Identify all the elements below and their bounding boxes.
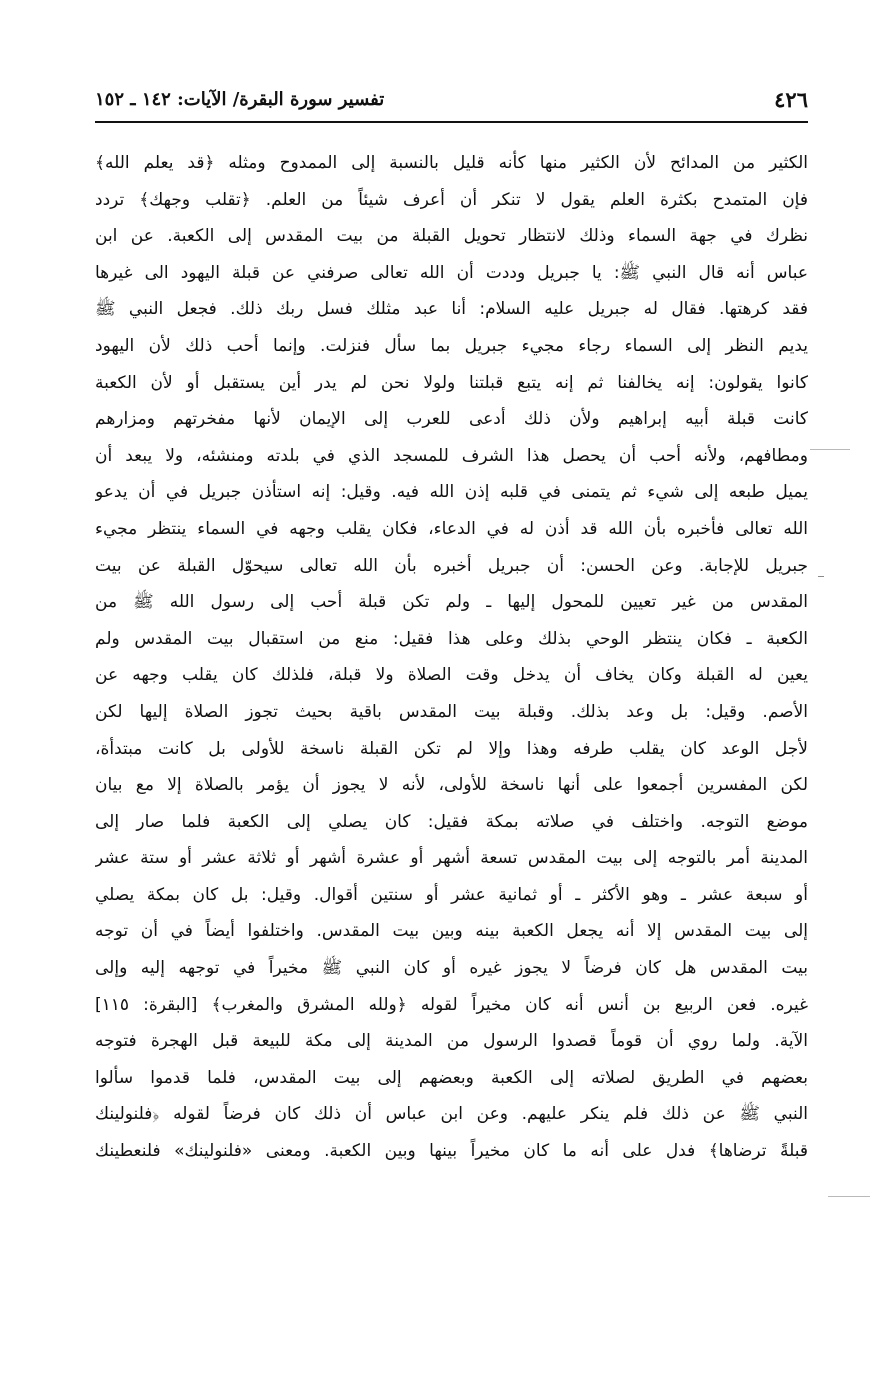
text-line: أو سبعة عشر ـ وهو الأكثر ـ أو ثمانية عشر أو سنتين أقوال. وقيل: بل كان بمكة يصلي <box>95 884 808 905</box>
text-line: كانوا يقولون: إنه يخالفنا ثم إنه يتبع قبلتنا ولولا نحن لم يدر أين يستقبل أو لأن الكعبة <box>95 372 808 393</box>
text-line: قبلةً ترضاها﴾ فدل على أنه ما كان مخيراً بينها وبين الكعبة. ومعنى «فلنولينك» فلنعطينك <box>95 1141 808 1162</box>
text-line: المدينة أمر بالتوجه إلى بيت المقدس تسعة أشهر أو عشرة أشهر أو ثلاثة عشر أو ستة عشر <box>95 848 808 869</box>
text-line: يعين له القبلة وكان يخاف أن يدخل وقت الصلاة ولا قبلة، فلذلك كان يقلب وجهه عن <box>95 665 808 686</box>
text-line: كانت قبلة أبيه إبراهيم ولأن ذلك أدعى للعرب إلى الإيمان لأنها مفخرتهم ومزارهم <box>95 409 808 430</box>
header-rule <box>95 121 808 123</box>
running-title: تفسير سورة البقرة/ الآيات: ١٤٢ ـ ١٥٢ <box>95 89 385 110</box>
page-number: ٤٢٦ <box>774 87 808 112</box>
margin-mark <box>828 1196 870 1197</box>
text-line: الكثير من المدائح لأن الكثير منها كأنه قليل بالنسبة إلى الممدوح ومثله ﴿قد يعلم الله﴾ <box>95 153 808 173</box>
text-line: النبي ﷺ عن ذلك فلم ينكر عليهم. وعن ابن عباس أن ذلك كان فرضاً لقوله ﴿فلنولينك <box>95 1104 808 1125</box>
text-line: موضع التوجه. واختلف في صلاته بمكة فقيل: كان يصلي إلى الكعبة فلما صار إلى <box>95 811 808 832</box>
text-line: فإن المتمدح بكثرة العلم يقول لا تنكر أن أعرف شيئاً من العلم. ﴿تقلب وجهك﴾ تردد <box>95 189 808 210</box>
text-line: بعضهم في الطريق لصلاته إلى الكعبة وبعضهم إلى بيت المقدس، فلما قدموا سألوا <box>95 1067 808 1088</box>
text-line: الآية. ولما روي أن قوماً قصدوا الرسول من المدينة إلى مكة للبيعة قبل الهجرة فتوجه <box>95 1031 808 1052</box>
text-line: المقدس من غير تعيين للمحول إليها ـ ولم تكن قبلة أحب إلى رسول الله ﷺ من <box>95 592 808 613</box>
text-line: الكعبة ـ فكان ينتظر الوحي بذلك وعلى هذا فقيل: منع من استقبال بيت المقدس ولم <box>95 628 808 649</box>
text-line: جبريل للإجابة. وعن الحسن: أن جبريل أخبره بأن الله تعالى سيحوّل القبلة عن بيت <box>95 555 808 576</box>
text-line: فقد كرهتها. فقال له جبريل عليه السلام: أنا عبد مثلك فسل ربك ذلك. فجعل النبي ﷺ <box>95 299 808 320</box>
text-line: الله تعالى فأخبره بأن الله قد أذن له في الدعاء، فكان يقلب وجهه في السماء ينتظر مجيء <box>95 518 808 539</box>
text-line: ومطافهم، ولأنه أحب أن يحصل هذا الشرف للمسجد الذي في بلدته ومنشئه، ولا يبعد أن <box>95 445 808 466</box>
body-text <box>95 145 808 1170</box>
running-head <box>95 86 808 120</box>
text-line: نظرك في جهة السماء وذلك لانتظار تحويل القبلة من بيت المقدس إلى الكعبة. عن ابن <box>95 226 808 247</box>
text-line: يديم النظر إلى السماء رجاء مجيء جبريل بما سأل فنزلت. وإنما أحب ذلك لأن اليهود <box>95 335 808 356</box>
text-line: إلى بيت المقدس إلا أنه يجعل الكعبة بينه وبين بيت المقدس. واختلفوا أيضاً في أن توجه <box>95 921 808 942</box>
margin-mark <box>818 576 824 577</box>
margin-mark <box>810 449 850 450</box>
text-line: بيت المقدس هل كان فرضاً لا يجوز غيره أو كان النبي ﷺ مخيراً في توجهه إليه وإلى <box>95 958 808 979</box>
text-line: الأصم. وقيل: بل وعد بذلك. وقبلة بيت المقدس باقية بحيث تجوز الصلاة إليها لكن <box>95 701 808 722</box>
text-line: لأجل الوعد كان يقلب طرفه وهذا وإلا لم تكن القبلة ناسخة للأولى بل كانت مبتدأة، <box>95 738 808 759</box>
text-line: غيره. فعن الربيع بن أنس أنه كان مخيراً لقوله ﴿ولله المشرق والمغرب﴾ [البقرة: ١١٥] <box>95 994 808 1015</box>
text-line: يميل طبعه إلى شيء ثم يتمنى في قلبه إذن الله فيه. وقيل: إنه استأذن جبريل في أن يدعو <box>95 482 808 503</box>
text-line: عباس أنه قال النبي ﷺ: يا جبريل وددت أن الله تعالى صرفني عن قبلة اليهود الى غيرها <box>95 262 808 283</box>
text-line: لكن المفسرين أجمعوا على أنها ناسخة للأولى، لأنه لا يجوز أن يؤمر بالصلاة إلا مع بيان <box>95 775 808 796</box>
